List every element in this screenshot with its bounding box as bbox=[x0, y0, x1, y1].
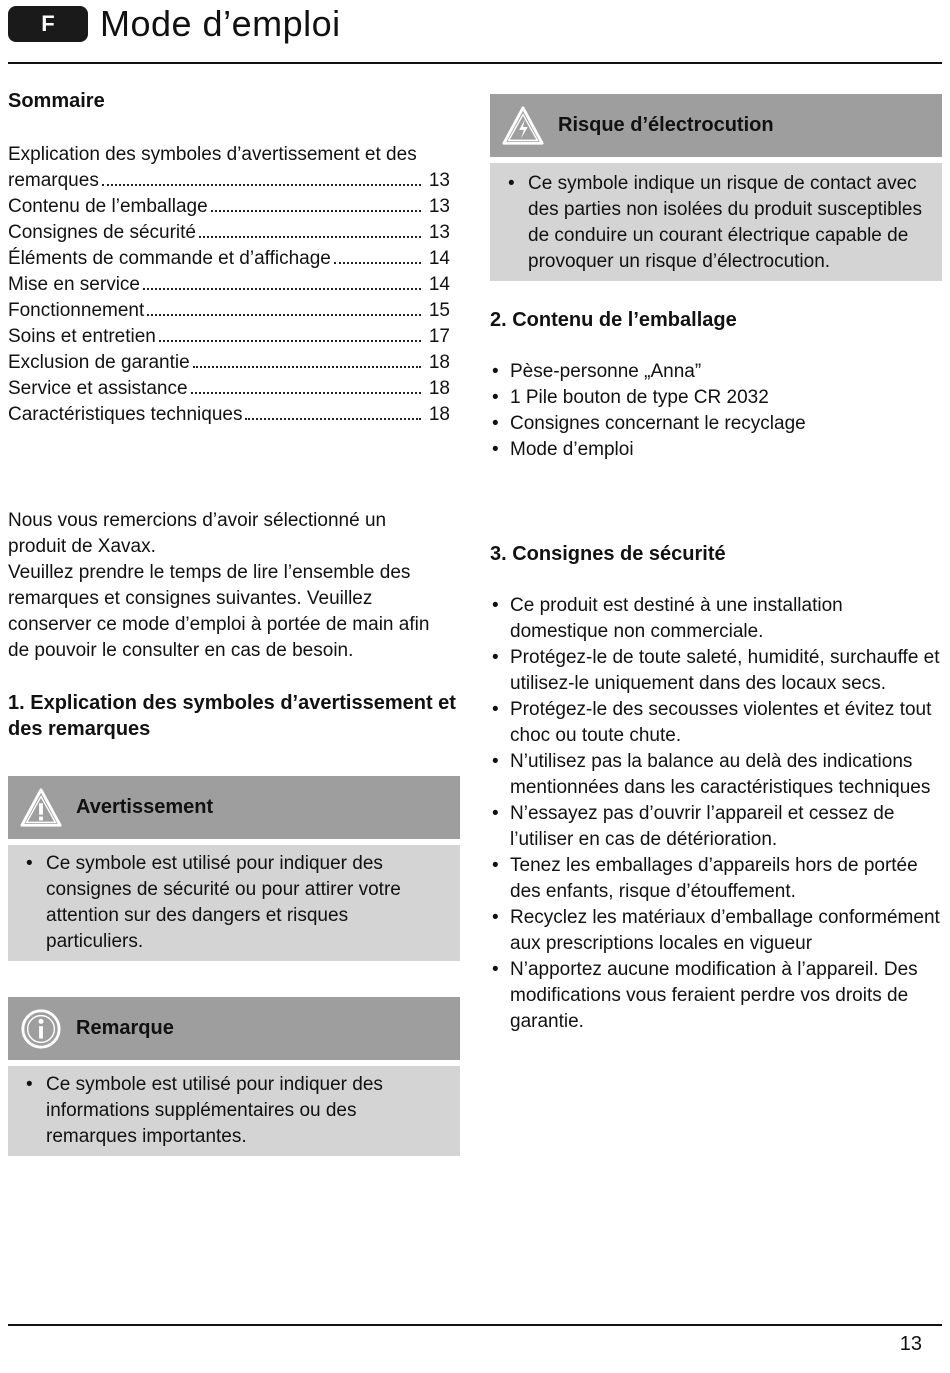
section-3-heading: 3. Consignes de sécurité bbox=[490, 543, 726, 565]
toc-page-number: 18 bbox=[428, 352, 450, 373]
electro-box-title: Risque d’électrocution bbox=[558, 114, 774, 136]
warning-box-body bbox=[8, 845, 460, 961]
electro-box-text: • Ce symbole indique un risque de contact avec des parties non isolées du produit susceptibles de conduire un courant électrique capable de provoquer un risque d’électrocution. bbox=[504, 171, 928, 275]
toc-page-number: 13 bbox=[428, 222, 450, 243]
warning-triangle-icon bbox=[20, 787, 62, 829]
left-column bbox=[8, 88, 460, 1156]
toc-first-line: Explication des symboles d’avertissement et des bbox=[8, 144, 417, 165]
intro-thanks: Nous vous remercions d’avoir sélectionné un produit de Xavax. bbox=[8, 510, 387, 557]
toc-entry[interactable]: Exclusion de garantie 18 bbox=[8, 350, 450, 376]
toc-page-number: 14 bbox=[428, 274, 450, 295]
page-title: Mode d’emploi bbox=[100, 3, 341, 44]
safety-instructions-list bbox=[490, 593, 942, 1035]
dot-leader bbox=[143, 288, 421, 290]
section-1-heading: 1. Explication des symboles d’avertissement et des remarques bbox=[8, 692, 456, 740]
toc-page-number: 13 bbox=[428, 170, 450, 191]
list-item: • Recyclez les matériaux d’emballage conformément aux prescriptions locales en vigueur bbox=[490, 905, 942, 957]
note-box-body bbox=[8, 1066, 460, 1156]
language-badge: F bbox=[8, 6, 88, 42]
section-2-heading: 2. Contenu de l’emballage bbox=[490, 309, 737, 331]
intro-instructions: Veuillez prendre le temps de lire l’ensemble des remarques et consignes suivantes. Veuillez conserver ce mode d’emploi à portée de main afin de pouvoir le consulter en cas de besoin. bbox=[8, 562, 430, 661]
dot-leader bbox=[245, 418, 421, 420]
toc-entry[interactable]: Consignes de sécurité 13 bbox=[8, 220, 450, 246]
electric-hazard-icon bbox=[502, 105, 544, 147]
list-item: • Ce produit est destiné à une installation domestique non commerciale. bbox=[490, 593, 942, 645]
dot-leader bbox=[211, 210, 421, 212]
package-contents-list bbox=[490, 359, 942, 463]
toc-entry[interactable]: Éléments de commande et d’affichage 14 bbox=[8, 246, 450, 272]
toc-page-number: 18 bbox=[428, 404, 450, 425]
toc-heading: Sommaire bbox=[8, 90, 105, 112]
toc-entry[interactable]: Mise en service 14 bbox=[8, 272, 450, 298]
warning-box-text: • Ce symbole est utilisé pour indiquer des consignes de sécurité ou pour attirer votre attention sur des dangers et risques particuliers. bbox=[22, 851, 446, 955]
dot-leader bbox=[159, 340, 421, 342]
list-item: • Tenez les emballages d’appareils hors de portée des enfants, risque d’étouffement. bbox=[490, 853, 942, 905]
toc-entry[interactable]: Service et assistance 18 bbox=[8, 376, 450, 402]
footer-rule bbox=[8, 1324, 942, 1326]
right-column bbox=[490, 94, 942, 1035]
list-item: • Pèse-personne „Anna” bbox=[490, 359, 942, 385]
list-item: • Consignes concernant le recyclage bbox=[490, 411, 942, 437]
list-item: • N’apportez aucune modification à l’appareil. Des modifications vous feraient perdre vos droits de garantie. bbox=[490, 957, 942, 1035]
toc-page-number: 13 bbox=[428, 196, 450, 217]
note-box-text: • Ce symbole est utilisé pour indiquer des informations supplémentaires ou des remarques importantes. bbox=[22, 1072, 446, 1150]
dot-leader bbox=[191, 392, 421, 394]
table-of-contents bbox=[8, 168, 450, 428]
list-item: • Protégez-le de toute saleté, humidité, surchauffe et utilisez-le uniquement dans des locaux secs. bbox=[490, 645, 942, 697]
toc-entry[interactable]: remarques 13 bbox=[8, 168, 450, 194]
electro-box-body bbox=[490, 163, 942, 281]
toc-entry[interactable]: Contenu de l’emballage 13 bbox=[8, 194, 450, 220]
toc-entry[interactable]: Fonctionnement 15 bbox=[8, 298, 450, 324]
toc-page-number: 18 bbox=[428, 378, 450, 399]
dot-leader bbox=[334, 262, 421, 264]
toc-entry[interactable]: Soins et entretien 17 bbox=[8, 324, 450, 350]
toc-page-number: 14 bbox=[428, 248, 450, 269]
list-item: • N’utilisez pas la balance au delà des indications mentionnées dans les caractéristiques techniques bbox=[490, 749, 942, 801]
electro-box-header bbox=[490, 94, 942, 157]
dot-leader bbox=[193, 366, 421, 368]
toc-entry[interactable]: Caractéristiques techniques 18 bbox=[8, 402, 450, 428]
list-item: • Mode d’emploi bbox=[490, 437, 942, 463]
toc-page-number: 15 bbox=[428, 300, 450, 321]
warning-box-header bbox=[8, 776, 460, 839]
note-box-title: Remarque bbox=[76, 1017, 174, 1039]
list-item: • Protégez-le des secousses violentes et évitez tout choc ou toute chute. bbox=[490, 697, 942, 749]
info-circle-icon bbox=[20, 1008, 62, 1050]
dot-leader bbox=[147, 314, 421, 316]
note-box-header bbox=[8, 997, 460, 1060]
list-item: • N’essayez pas d’ouvrir l’appareil et cessez de l’utiliser en cas de détérioration. bbox=[490, 801, 942, 853]
dot-leader bbox=[199, 236, 421, 238]
dot-leader bbox=[102, 184, 421, 186]
page-header bbox=[8, 0, 942, 64]
toc-page-number: 17 bbox=[428, 326, 450, 347]
electro-box bbox=[490, 94, 942, 281]
list-item: • 1 Pile bouton de type CR 2032 bbox=[490, 385, 942, 411]
warning-box bbox=[8, 776, 460, 961]
note-box bbox=[8, 997, 460, 1156]
page-number: 13 bbox=[899, 1333, 922, 1355]
warning-box-title: Avertissement bbox=[76, 796, 214, 818]
